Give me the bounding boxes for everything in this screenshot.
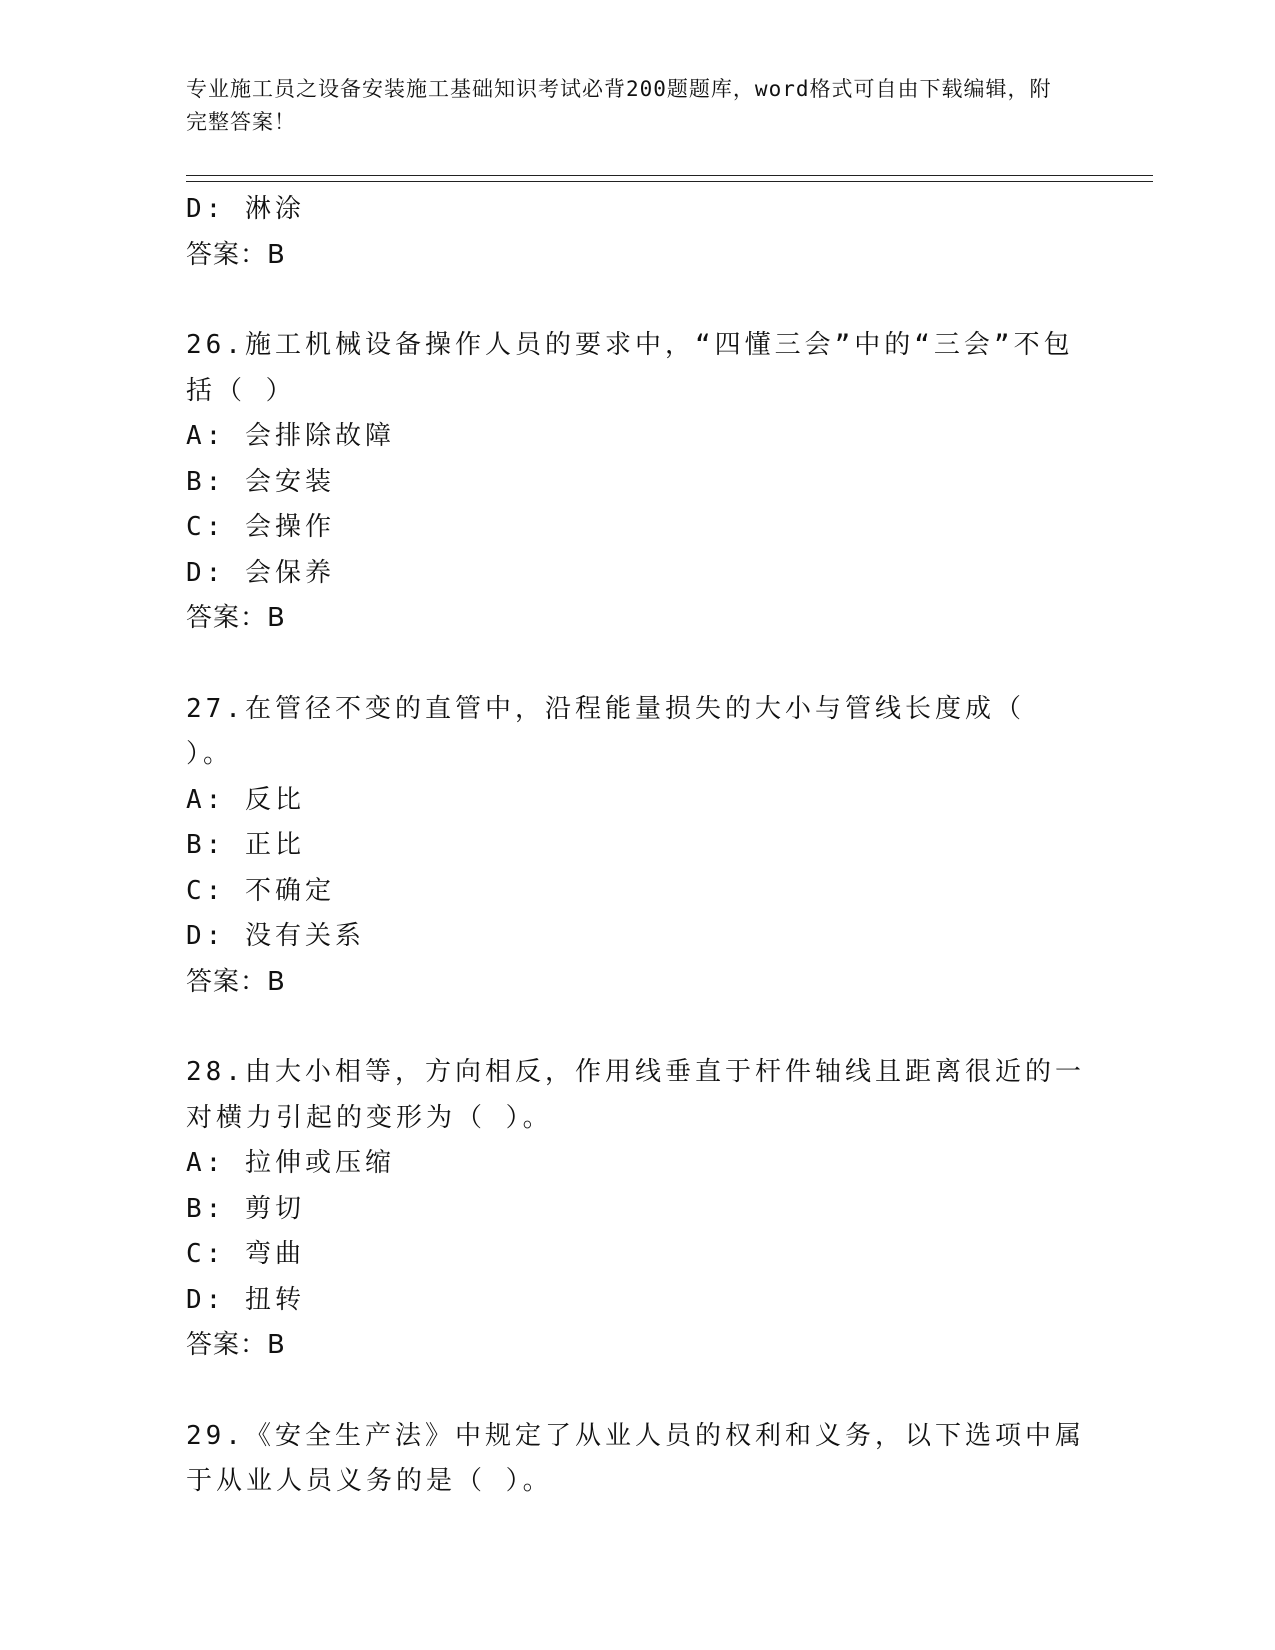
option-a: A: 会排除故障	[186, 421, 395, 451]
question-29	[186, 1414, 1086, 1505]
option-b: B: 正比	[186, 830, 305, 860]
option-d: D: 淋涂	[186, 194, 305, 224]
question-stem: 26.施工机械设备操作人员的要求中，“四懂三会”中的“三会”不包括（ ）	[186, 330, 1074, 406]
question-stem: 28.由大小相等，方向相反，作用线垂直于杆件轴线且距离很近的一对横力引起的变形为（ ）。	[186, 1057, 1085, 1133]
option-b: B: 会安装	[186, 466, 335, 497]
option-c: C: 不确定	[186, 875, 335, 906]
question-28	[186, 1050, 1086, 1369]
option-b: B: 剪切	[186, 1193, 305, 1224]
answer-line: 答案：B	[186, 239, 286, 270]
answer-line: 答案：B	[186, 1330, 286, 1360]
answer-line: 答案：B	[186, 603, 286, 633]
question-stem: 27.在管径不变的直管中，沿程能量损失的大小与管线长度成（ ）。	[186, 693, 1025, 769]
option-a: A: 拉伸或压缩	[186, 1148, 395, 1178]
header-divider-top	[186, 175, 1153, 176]
question-27	[186, 687, 1086, 1006]
option-d: D: 会保养	[186, 557, 335, 588]
question-list	[186, 187, 1086, 1505]
option-c: C: 会操作	[186, 512, 335, 542]
option-d: D: 扭转	[186, 1284, 305, 1315]
answer-line: 答案：B	[186, 966, 286, 997]
option-c: C: 弯曲	[186, 1239, 305, 1269]
question-stem: 29.《安全生产法》中规定了从业人员的权利和义务，以下选项中属于从业人员义务的是（ ）。	[186, 1420, 1085, 1496]
header-divider-bottom	[186, 181, 1153, 182]
question-26	[186, 323, 1086, 642]
document-header: 专业施工员之设备安装施工基础知识考试必背200题题库，word格式可自由下载编辑，附完整答案！	[186, 77, 1052, 134]
option-d: D: 没有关系	[186, 921, 365, 951]
option-a: A: 反比	[186, 784, 305, 815]
